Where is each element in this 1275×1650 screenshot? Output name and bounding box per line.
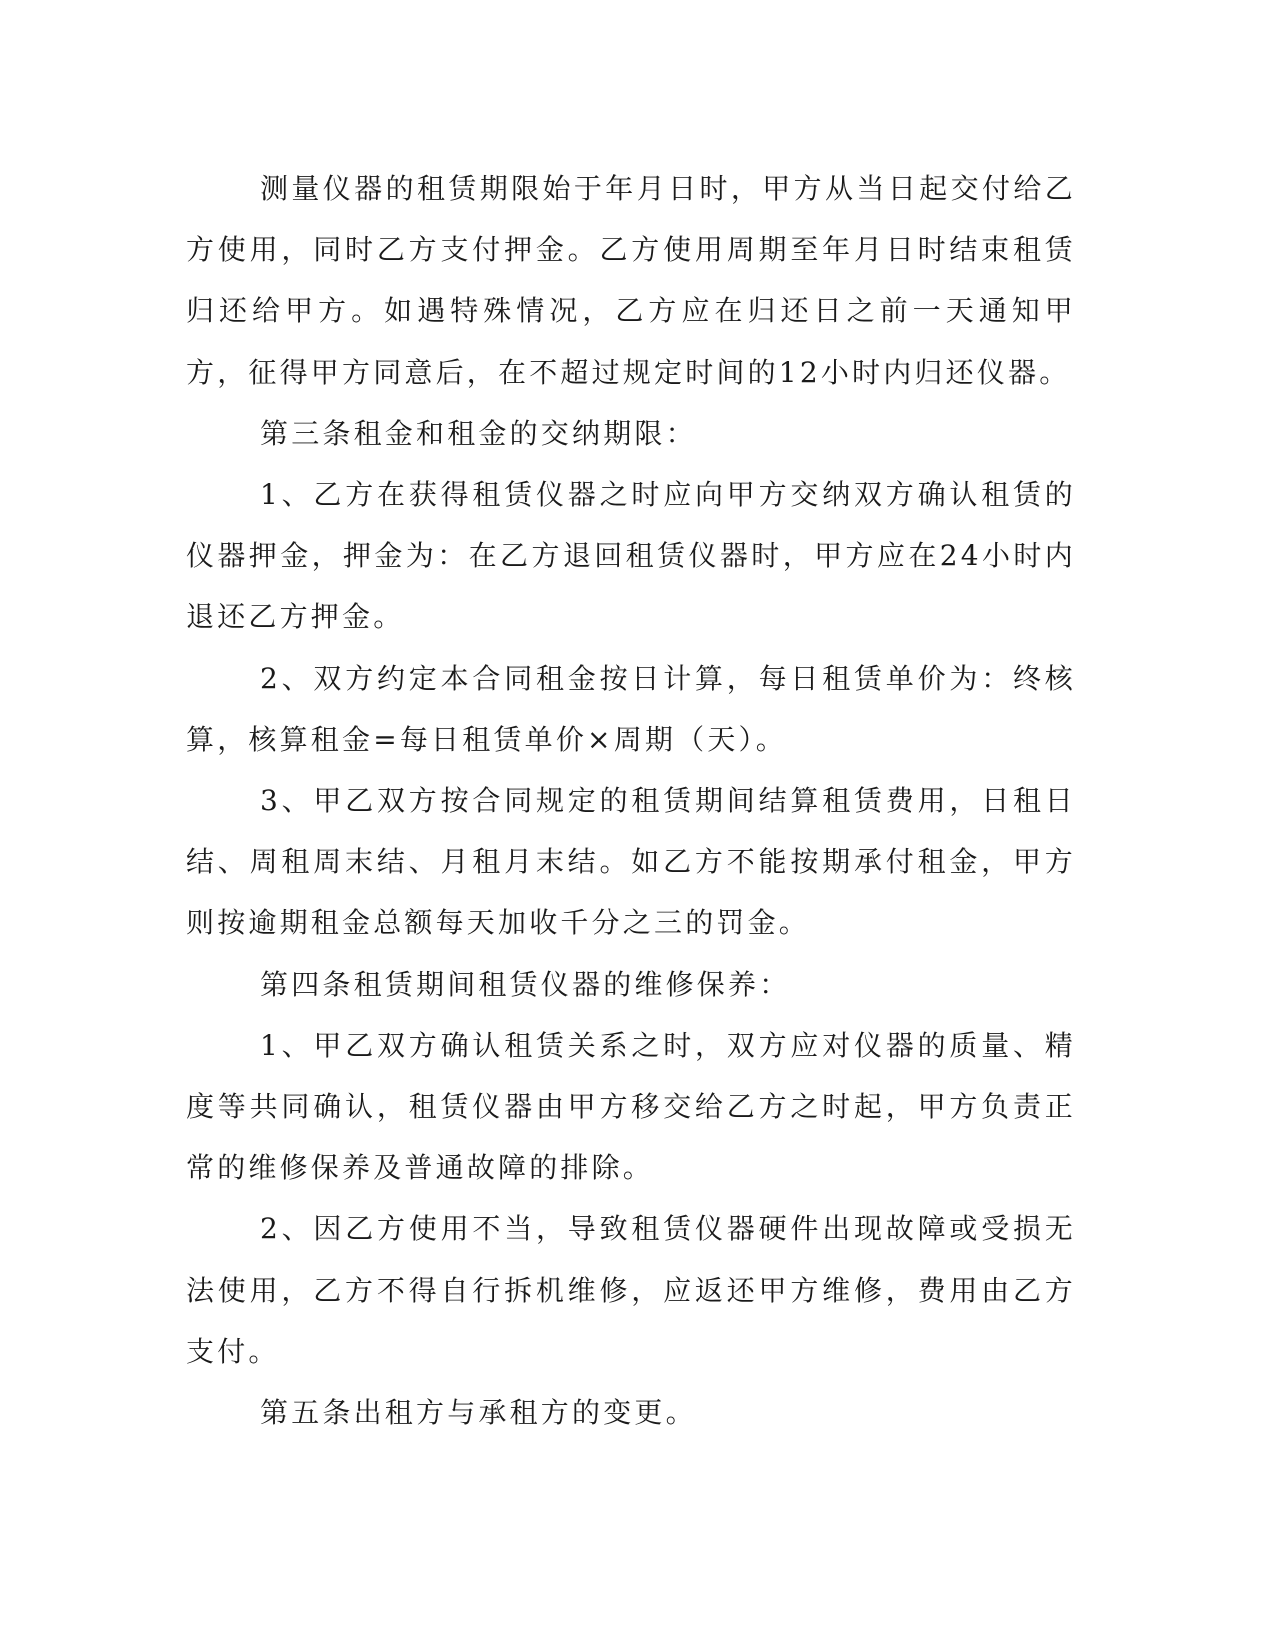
heading-article-5: 第五条出租方与承租方的变更。 [260,1396,697,1430]
document-body [186,158,1076,1443]
paragraph-lease-term: 测量仪器的租赁期限始于年月日时，甲方从当日起交付给乙方使用，同时乙方支付押金。乙方使用周期至年月日时结束租赁归还给甲方。如遇特殊情况，乙方应在归还日之前一天通知甲方，征得甲方同意后，在不超过规定时间的12小时内归还仪器。 [186,172,1076,389]
heading-article-4: 第四条租赁期间租赁仪器的维修保养： [260,967,791,1001]
paragraph-maintenance: 1、甲乙双方确认租赁关系之时，双方应对仪器的质量、精度等共同确认，租赁仪器由甲方移交给乙方之时起，甲方负责正常的维修保养及普通故障的排除。 [186,1028,1076,1185]
paragraph-improper-use: 2、因乙方使用不当，导致租赁仪器硬件出现故障或受损无法使用，乙方不得自行拆机维修，应返还甲方维修，费用由乙方支付。 [186,1212,1076,1368]
paragraph-settlement: 3、甲乙双方按合同规定的租赁期间结算租赁费用，日租日结、周租周末结、月租月末结。如乙方不能按期承付租金，甲方则按逾期租金总额每天加收千分之三的罚金。 [186,784,1076,940]
paragraph-deposit: 1、乙方在获得租赁仪器之时应向甲方交纳双方确认租赁的仪器押金，押金为：在乙方退回租赁仪器时，甲方应在24小时内退还乙方押金。 [186,478,1076,634]
heading-article-3: 第三条租金和租金的交纳期限： [260,416,697,450]
paragraph-daily-rent: 2、双方约定本合同租金按日计算，每日租赁单价为：终核算，核算租金=每日租赁单价×周期（天）。 [186,661,1076,756]
